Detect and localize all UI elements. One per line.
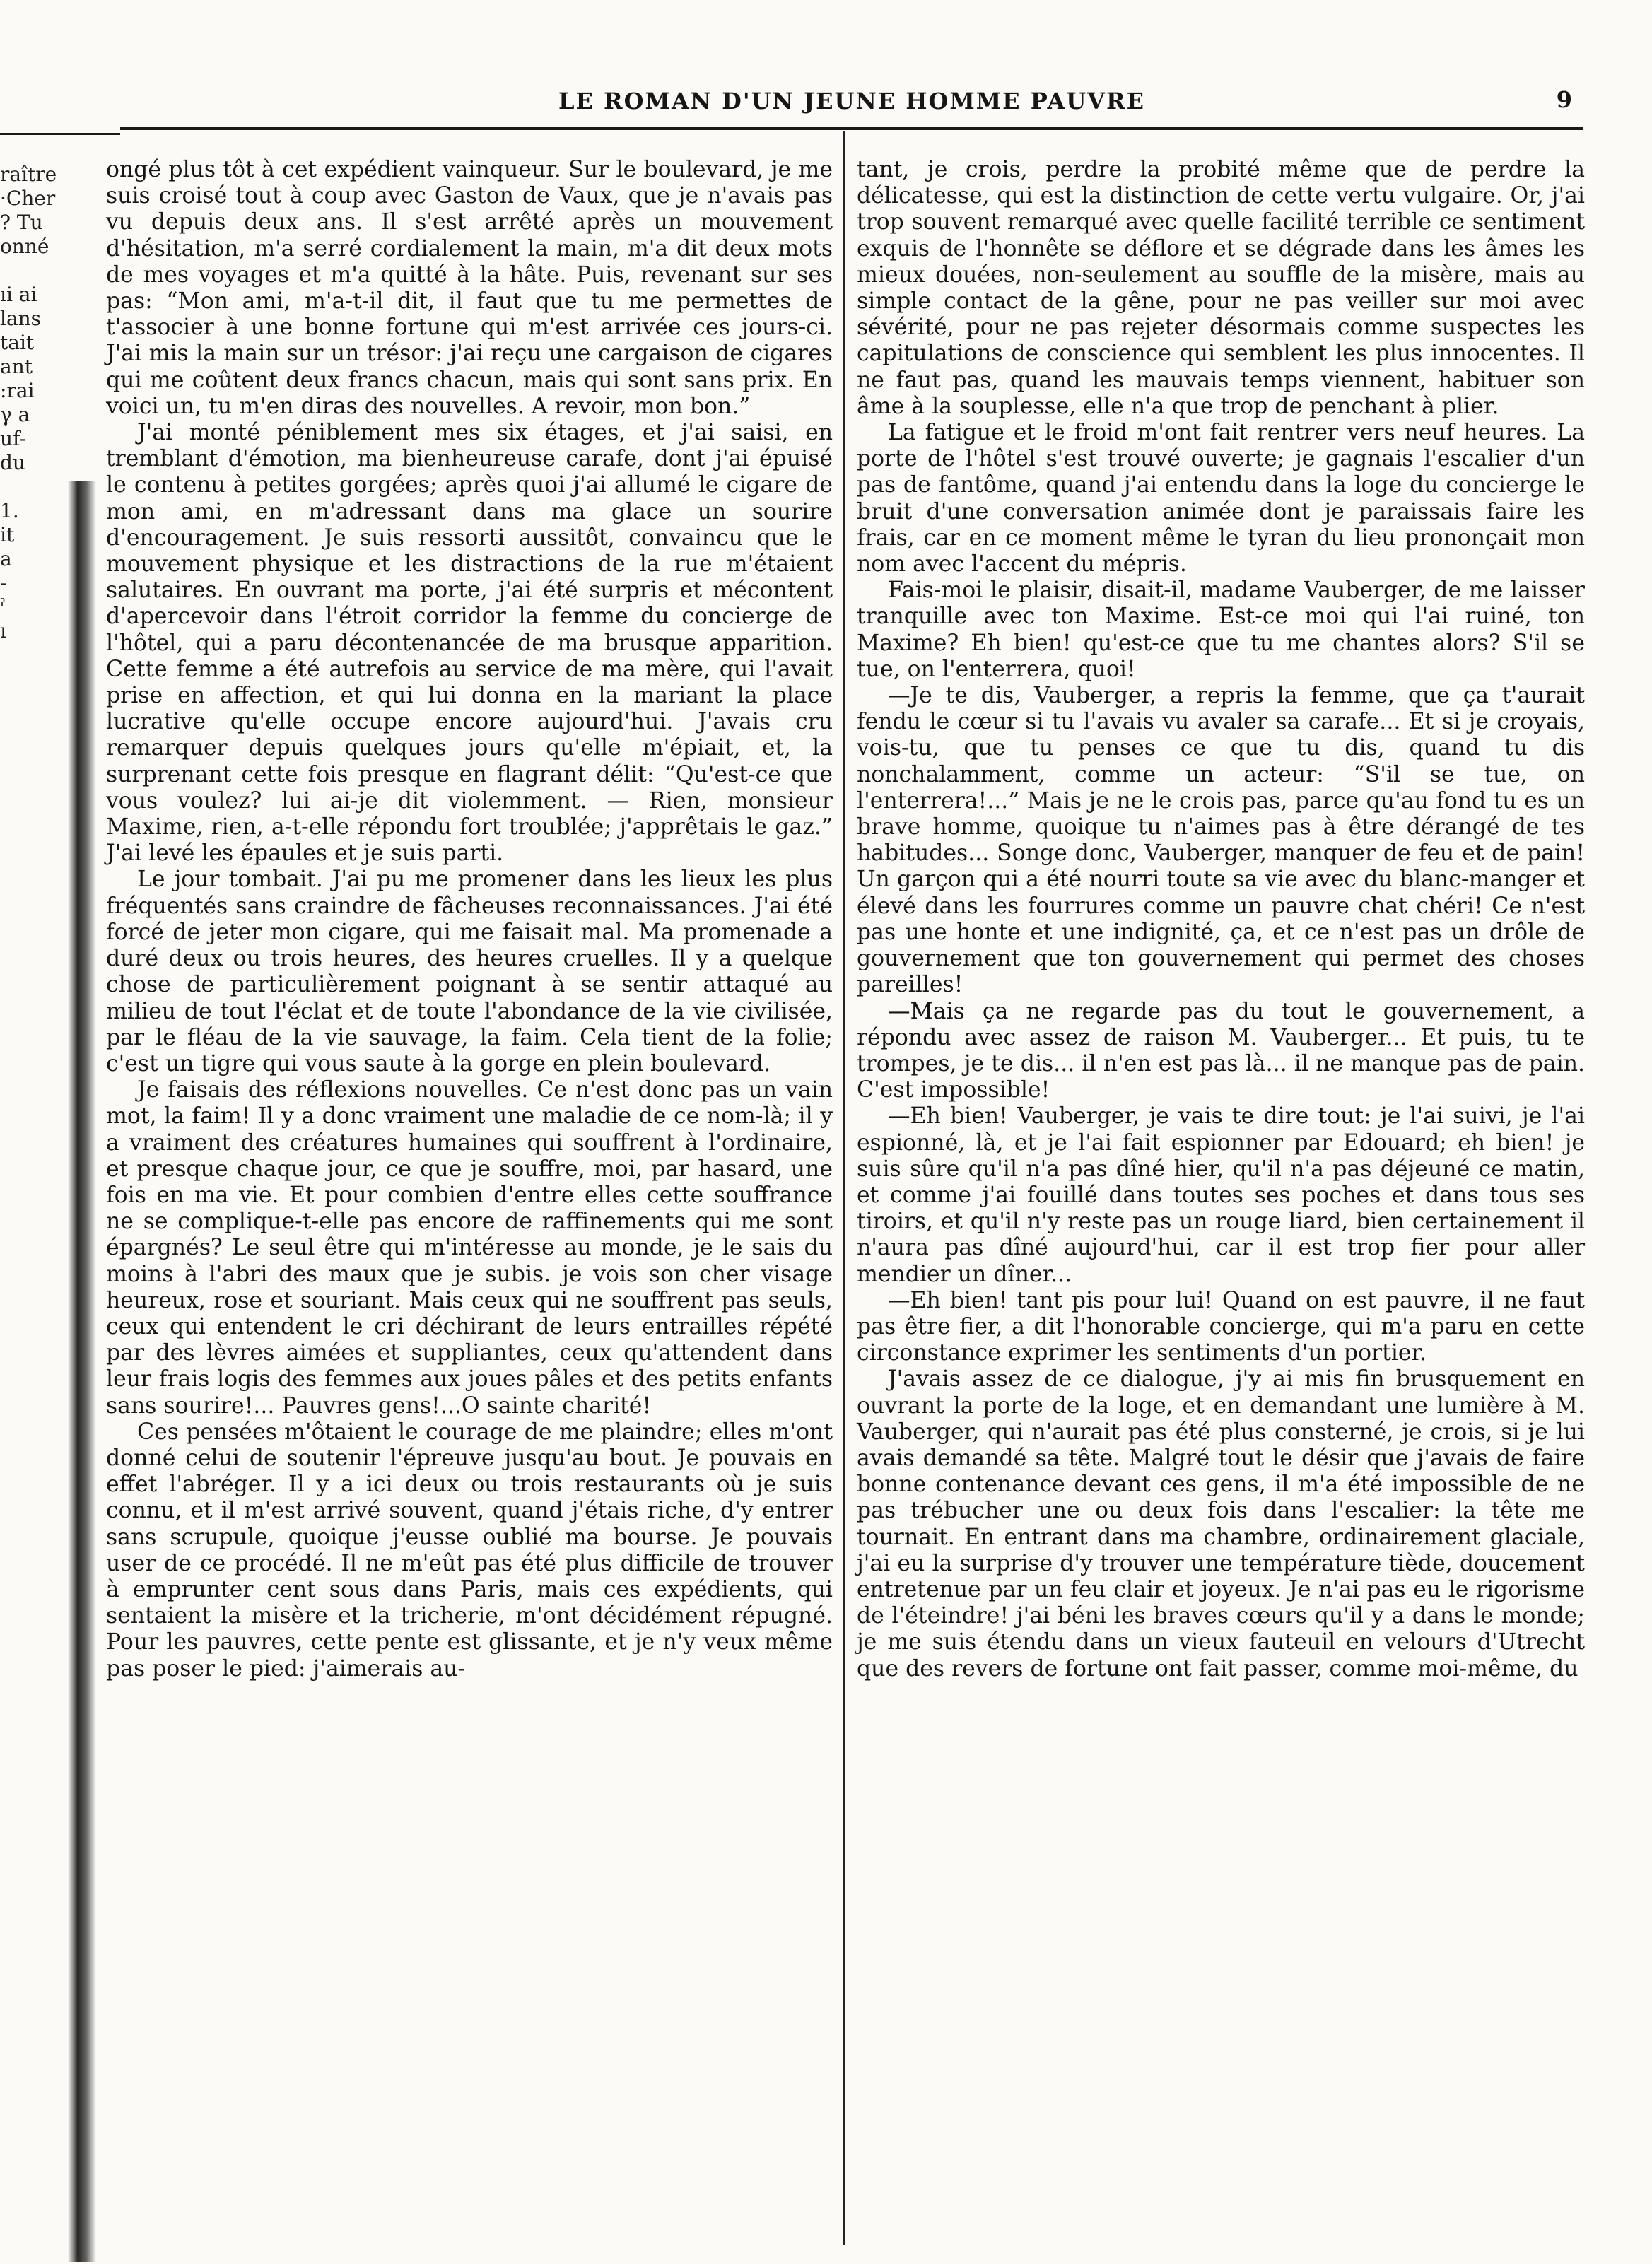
paragraph: J'avais assez de ce dialogue, j'y ai mis fin brusquement en ouvrant la porte de la loge, et en demandant une lumière à M. Vauberger, qui n'aurait pas été plus consterné, je crois, si je lui avais demandé sa tête. Malgré tout le désir que j'avais de faire bonne contenance devant ces gens, il m'a été impossible de ne pas trébucher une ou deux fois dans l'escalier: la tête me tournait. En entrant dans ma chambre, ordinairement glaciale, j'ai eu la surprise d'y trouver une température tiède, doucement entretenue par un feu clair et joyeux. Je n'ai pas eu le rigorisme de l'éteindre! j'ai béni les braves cœurs qu'il y a dans le monde; je me suis étendu dans un vieux fauteuil en velours d'Utrecht que des revers de fortune ont fait passer, comme moi-même, du — [857, 1366, 1585, 1682]
margin-fragment: :rai — [0, 379, 35, 402]
margin-fragment: ·Cher — [0, 187, 56, 210]
margin-fragment: 1. — [0, 499, 19, 522]
running-title: LE ROMAN D'UN JEUNE HOMME PAUVRE — [558, 88, 1145, 115]
paragraph: Fais-moi le plaisir, disait-il, madame Vauberger, de me laisser tranquille avec ton Maxime. Est-ce moi qui l'ai ruiné, ton Maxime? Eh bien! qu'est-ce que tu me chantes alors? S'il se tue, on l'enterrera, quoi! — [857, 577, 1585, 682]
margin-fragment: a — [0, 547, 12, 570]
column-divider — [843, 131, 845, 2245]
paragraph: —Je te dis, Vauberger, a repris la femme, que ça t'aurait fendu le cœur si tu l'avais vu avaler sa carafe... Et si je croyais, vois-tu, que tu penses ce que tu dis, quand tu dis nonchalamment, comme un acteur: “S'il se tue, on l'enterrera!...” Mais je ne le crois pas, parce qu'au fond tu es un brave homme, quoique tu n'aimes pas à être dérangé de tes habitudes... Songe donc, Vauberger, manquer de feu et de pain! Un garçon qui a été nourri toute sa vie avec du blanc-manger et élevé dans les fourrures comme un pauvre chat chéri! Ce n'est pas une honte et une indignité, ça, et ce n'est pas un drôle de gouvernement que ton gouvernement qui permet des choses pareilles! — [857, 683, 1585, 998]
margin-fragment: ı — [0, 619, 6, 643]
margin-fragment: du — [0, 451, 25, 474]
running-header — [120, 83, 1583, 126]
right-column — [857, 157, 1585, 1682]
paragraph: J'ai monté péniblement mes six étages, et j'ai saisi, en tremblant d'émotion, ma bienheureuse carafe, dont j'ai épuisé le contenu à petites gorgées; après quoi j'ai allumé le cigare de mon ami, en m'adressant dans ma glace un sourire d'encouragement. Je suis ressorti aussitôt, convaincu que le mouvement physique et les distractions de la rue m'étaient salutaires. En ouvrant ma porte, j'ai été surpris et mécontent d'apercevoir dans l'étroit corridor la femme du concierge de l'hôtel, qui a paru décontenancée de ma brusque apparition. Cette femme a été autrefois au service de ma mère, qui l'avait prise en affection, et qui lui donna en la mariant la place lucrative qu'elle occupe encore aujourd'hui. J'avais cru remarquer depuis quelques jours qu'elle m'épiait, et, la surprenant cette fois presque en flagrant délit: “Qu'est-ce que vous voulez? lui ai-je dit violemment. — Rien, monsieur Maxime, rien, a-t-elle répondu fort troublée; j'apprêtais le gaz.” J'ai levé les épaules et je suis parti. — [106, 420, 833, 867]
paragraph: Je faisais des réflexions nouvelles. Ce n'est donc pas un vain mot, la faim! Il y a donc vraiment une maladie de ce nom-là; il y a vraiment des créatures humaines qui souffrent à l'ordinaire, et presque chaque jour, ce que je souffre, moi, par hasard, une fois en ma vie. Et pour combien d'entre elles cette souffrance ne se complique-t-elle pas encore de raffinements qui me sont épargnés? Le seul être qui m'intéresse au monde, je le sais du moins à l'abri des maux que je subis. je vois son cher visage heureux, rose et souriant. Mais ceux qui ne souffrent pas seuls, ceux qui entendent le cri déchirant de leurs entrailles répété par des lèvres aimées et suppliantes, ceux qu'attendent dans leur frais logis des femmes aux joues pâles et des petits enfants sans sourire!... Pauvres gens!...O sainte charité! — [106, 1077, 833, 1419]
paragraph: ongé plus tôt à cet expédient vainqueur. Sur le boulevard, je me suis croisé tout à coup avec Gaston de Vaux, que je n'avais pas vu depuis deux ans. Il s'est arrêté après un mouvement d'hésitation, m'a serré cordialement la main, m'a dit deux mots de mes voyages et m'a quitté à la hâte. Puis, revenant sur ses pas: “Mon ami, m'a-t-il dit, il faut que tu me permettes de t'associer à une bonne fortune qui m'est arrivée ces jours-ci. J'ai mis la main sur un trésor: j'ai reçu une cargaison de cigares qui me coûtent deux francs chacun, mais qui sont sans prix. En voici un, tu m'en diras des nouvelles. A revoir, mon bon.” — [106, 157, 833, 419]
paragraph: —Eh bien! tant pis pour lui! Quand on est pauvre, il ne faut pas être fier, a dit l'honorable concierge, qui m'a paru en cette circonstance exprimer les sentiments d'un portier. — [857, 1287, 1585, 1366]
margin-fragment: it — [0, 523, 15, 546]
margin-rule — [0, 133, 120, 135]
margin-fragment: ? Tu — [0, 211, 43, 234]
margin-fragment: ˀ — [0, 595, 6, 618]
margin-fragment: onné — [0, 235, 49, 258]
left-column — [106, 157, 833, 1682]
header-rule — [120, 127, 1583, 130]
margin-fragment — [0, 259, 62, 283]
paragraph: —Eh bien! Vauberger, je vais te dire tout: je l'ai suivi, je l'ai espionné, là, et je l'ai fait espionner par Edouard; eh bien! je suis sûre qu'il n'a pas dîné hier, qu'il n'a pas déjeuné ce matin, et comme j'ai fouillé dans toutes ses poches et dans tous ses tiroirs, et qu'il n'y reste pas un rouge liard, bien certainement il n'aura pas dîné aujourd'hui, car il est trop fier pour aller mendier un dîner... — [857, 1103, 1585, 1287]
margin-fragment: uf- — [0, 427, 26, 450]
margin-fragment — [0, 475, 62, 499]
margin-fragment: γ a — [0, 403, 30, 426]
binding-gutter-shadow — [68, 481, 96, 2262]
paragraph: La fatigue et le froid m'ont fait rentrer vers neuf heures. La porte de l'hôtel s'est trouvé ouverte; je gagnais l'escalier d'un pas de fantôme, quand j'ai entendu dans la loge du concierge le bruit d'une conversation animée dont je paraissais faire les frais, car en ce moment même le tyran du lieu prononçait mon nom avec l'accent du mépris. — [857, 420, 1585, 577]
paragraph: Le jour tombait. J'ai pu me promener dans les lieux les plus fréquentés sans craindre de fâcheuses reconnaissances. J'ai été forcé de jeter mon cigare, qui me faisait mal. Ma promenade a duré deux ou trois heures, des heures cruelles. Il y a quelque chose de particulièrement poignant à se sentir attaqué au milieu de tout l'éclat et de toute l'abondance de la vie civilisée, par le fléau de la vie sauvage, la faim. Cela tient de la folie; c'est un tigre qui vous saute à la gorge en plein boulevard. — [106, 867, 833, 1077]
margin-fragment: tait — [0, 331, 35, 354]
margin-fragment: ıi ai — [0, 283, 37, 306]
adjacent-page-margin — [0, 163, 62, 643]
margin-fragment: - — [0, 571, 7, 594]
margin-fragment: raître — [0, 163, 57, 186]
paragraph: —Mais ça ne regarde pas du tout le gouvernement, a répondu avec assez de raison M. Vauberger... Et puis, tu te trompes, je te dis... il n'en est pas là... il ne manque pas de pain. C'est impossible! — [857, 998, 1585, 1103]
paragraph: tant, je crois, perdre la probité même que de perdre la délicatesse, qui est la distinction de cette vertu vulgaire. Or, j'ai trop souvent remarqué avec quelle facilité terrible ce sentiment exquis de l'honnête se déflore et se dégrade dans les âmes les mieux douées, non-seulement au souffle de la misère, mais au simple contact de la gêne, pour ne pas veiller sur moi avec sévérité, pour ne pas rejeter désormais comme suspectes les capitulations de conscience qui semblent les plus innocentes. Il ne faut pas, quand les mauvais temps viennent, habituer son âme à la souplesse, elle n'a que trop de penchant à plier. — [857, 157, 1585, 419]
page-number: 9 — [1556, 86, 1572, 113]
paragraph: Ces pensées m'ôtaient le courage de me plaindre; elles m'ont donné celui de soutenir l'épreuve jusqu'au bout. Je pouvais en effet l'abréger. Il y a ici deux ou trois restaurants où je suis connu, et il m'est arrivé souvent, quand j'étais riche, d'y entrer sans scrupule, quoique j'eusse oublié ma bourse. Je pouvais user de ce procédé. Il ne m'eût pas été plus difficile de trouver à emprunter cent sous dans Paris, mais ces expédients, qui sentaient la misère et la tricherie, m'ont décidément répugné. Pour les pauvres, cette pente est glissante, et je n'y veux même pas poser le pied: j'aimerais au- — [106, 1419, 833, 1682]
margin-fragment: ant — [0, 355, 33, 378]
margin-fragment: lans — [0, 307, 42, 330]
